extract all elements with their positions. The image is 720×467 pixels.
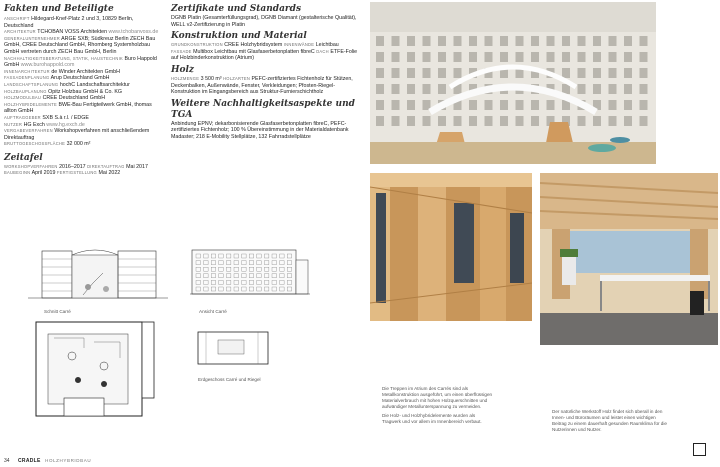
atrium-window xyxy=(376,36,384,46)
atrium-window xyxy=(438,84,446,94)
facts-list xyxy=(4,16,164,148)
atrium-window xyxy=(531,36,539,46)
atrium-window xyxy=(423,84,431,94)
elevation-drawing xyxy=(190,246,310,298)
atrium-window xyxy=(624,52,632,62)
caption-stairs: Die Treppen im Atrium des Carrés sind als Metallkonstruktion ausgeführt, um einen überflüssigen Materialverbrauch mit hohen Holzquerschnitten und aufwändiger Metallunterspannung zu vermeiden. Die Holz- und Holzhybridelemente wurden als Tragwerk und vor allem im Innenbereich verbaut. xyxy=(382,386,493,424)
atrium-window xyxy=(392,36,400,46)
atrium-window xyxy=(593,116,601,126)
atrium-window xyxy=(423,68,431,78)
konstr-list: GRUNDKONSTRUKTION CREE Holzhybridsystem INNENWÄNDE Leichtbau FASSADE Multibox Leichtbau mit Glasfaserbetonplatten fibreC DACH ETFE-Folie auf Holzbinderkonstruktion (Atrium) xyxy=(171,42,358,62)
heading-konstruktion: Konstruktion und Material xyxy=(171,31,307,42)
heading-weitere: Weitere Nachhaltigkeitsaspekte und TGA xyxy=(171,98,355,120)
atrium-window xyxy=(609,100,617,110)
holz-list: HOLZMENGE 3 500 m³ HOLZARTEN PEFC-zertifiziertes Fichtenholz für Stützen, Deckenbalken, Außenwände, Fenster, Verkleidungen; Pfosten-Riegel-Konstruktion im Eingangsbereich aus Struktur-Furnierschichtholz xyxy=(171,75,353,96)
atrium-window xyxy=(609,68,617,78)
atrium-window xyxy=(500,116,508,126)
fact-item: HOLZMODULBAU CREE Deutschland GmbH xyxy=(4,95,106,102)
atrium-window xyxy=(500,52,508,62)
atrium-window xyxy=(454,36,462,46)
atrium-window xyxy=(376,84,384,94)
atrium-window xyxy=(376,52,384,62)
atrium-window xyxy=(469,100,477,110)
atrium-window xyxy=(593,52,601,62)
timeline: WORKSHOPVERFAHREN 2016–2017 DIREKTAUFTRAG Mai 2017 BAUBEGINN April 2019 FERTIGSTELLUNG Mai 2022 xyxy=(4,163,148,177)
atrium-window xyxy=(609,116,617,126)
atrium-window xyxy=(376,116,384,126)
atrium-window xyxy=(624,68,632,78)
atrium-window xyxy=(454,52,462,62)
heading-holz: Holz xyxy=(171,64,195,75)
website-link[interactable]: www.burohappold.com xyxy=(20,62,75,69)
atrium-window xyxy=(485,116,493,126)
fact-item: ANSCHRIFT Hildegard-Knef-Platz 2 und 3, 10829 Berlin, Deutschland xyxy=(4,16,134,29)
atrium-window xyxy=(593,36,601,46)
atrium-window xyxy=(407,36,415,46)
atrium-window xyxy=(423,36,431,46)
atrium-window xyxy=(438,116,446,126)
floorplan-drawing xyxy=(34,318,194,418)
office-photo xyxy=(540,173,718,345)
fact-item: HOLZHYBRIDELEMENTE BWE-Bau Fertigteilwerk GmbH, thomas allton GmbH xyxy=(4,101,152,115)
fact-item: GENERALUNTERNEHMER ARGE SXB; Südkreuz Berlin ZECH Bau GmbH, CREE Deutschland GmbH, Rhomberg Systemholzbau GmbH vertreten durch ZECH Bau GmbH, Berlin xyxy=(4,35,156,55)
atrium-window xyxy=(407,84,415,94)
section-drawing xyxy=(28,243,168,301)
atrium-window xyxy=(547,100,555,110)
atrium-window xyxy=(516,116,524,126)
fact-item: VERGABEVERFAHREN Workshopverfahren mit anschließendem Direktauftrag xyxy=(4,128,150,141)
fact-item: ARCHITEKTUR TCHOBAN VOSS Architekten www.tchobanvoss.de xyxy=(4,29,159,36)
fact-item: INNENARCHITEKTUR de Winder Architekten GmbH xyxy=(4,68,120,75)
atrium-window xyxy=(407,116,415,126)
fact-item: FASSADENPLANUNG Arup Deutschland GmbH xyxy=(4,75,110,82)
atrium-window xyxy=(516,36,524,46)
atrium-window xyxy=(423,116,431,126)
atrium-window xyxy=(593,68,601,78)
atrium-window xyxy=(640,68,648,78)
atrium-window xyxy=(624,84,632,94)
atrium-window xyxy=(516,52,524,62)
atrium-window xyxy=(438,36,446,46)
caption-elevation: Ansicht Carré xyxy=(199,309,227,314)
atrium-window xyxy=(578,52,586,62)
atrium-window xyxy=(531,100,539,110)
atrium-window xyxy=(547,52,555,62)
atrium-window xyxy=(516,100,524,110)
atrium-window xyxy=(423,52,431,62)
brand-sub: HOLZHYBRIDBAU xyxy=(45,458,92,463)
atrium-window xyxy=(454,116,462,126)
page-number: 34 xyxy=(4,458,10,464)
heading-zeitafel: Zeitafel xyxy=(4,152,43,163)
atrium-window xyxy=(578,68,586,78)
atrium-window xyxy=(392,68,400,78)
facts-column xyxy=(4,4,164,177)
atrium-window xyxy=(392,116,400,126)
atrium-window xyxy=(624,116,632,126)
atrium-window xyxy=(392,84,400,94)
website-link[interactable]: www.tchobanvoss.de xyxy=(108,29,159,36)
fact-item: LANDSCHAFTSPLANUNG hochC Landschaftsarchitektur xyxy=(4,81,130,88)
caption-section: Schnitt Carré xyxy=(44,309,71,314)
atrium-window xyxy=(469,36,477,46)
atrium-window xyxy=(640,100,648,110)
atrium-window xyxy=(578,84,586,94)
atrium-window xyxy=(624,100,632,110)
atrium-window xyxy=(485,52,493,62)
atrium-window xyxy=(407,68,415,78)
atrium-window xyxy=(407,52,415,62)
fact-item: NUTZER HG Exch www.hg.exch.de xyxy=(4,121,85,128)
atrium-window xyxy=(376,68,384,78)
atrium-photo xyxy=(370,2,656,164)
caption-wood: Der natürliche Werkstoff Holz findet sich überall in den Innen- und Büroräumen und leistet einen wichtigen Beitrag zu einem dauerhaft gesunden Raumklima für die Nutzerinnen und Nutzer. xyxy=(552,409,667,432)
atrium-window xyxy=(593,84,601,94)
atrium-window xyxy=(624,36,632,46)
atrium-window xyxy=(469,116,477,126)
atrium-window xyxy=(609,36,617,46)
website-link[interactable]: www.hg.exch.de xyxy=(46,121,85,128)
atrium-window xyxy=(640,116,648,126)
atrium-window xyxy=(438,52,446,62)
atrium-window xyxy=(609,52,617,62)
fact-item: BRUTTOGESCHOSSFLÄCHE 32 000 m² xyxy=(4,141,91,148)
atrium-window xyxy=(531,116,539,126)
wood-interior-photo xyxy=(370,173,532,321)
atrium-window xyxy=(547,36,555,46)
atrium-window xyxy=(640,36,648,46)
fact-item: HOLZBAUPLANUNG Opitz Holzbau GmbH & Co. KG xyxy=(4,88,123,95)
specs-column xyxy=(171,4,359,141)
atrium-window xyxy=(578,116,586,126)
atrium-window xyxy=(392,100,400,110)
atrium-window xyxy=(485,100,493,110)
corner-mark-icon xyxy=(693,443,706,456)
atrium-window xyxy=(376,100,384,110)
atrium-window xyxy=(438,68,446,78)
atrium-window xyxy=(500,36,508,46)
footer xyxy=(4,449,91,467)
zert-text: DGNB Platin (Gesamterfüllungsgrad), DGNB Diamant (gestalterische Qualität), WELL v2-Zertifizierung in Platin xyxy=(171,15,357,28)
atrium-window xyxy=(485,36,493,46)
atrium-window xyxy=(469,52,477,62)
heading-zertifikate: Zertifikate und Standards xyxy=(171,4,302,14)
fact-item: NACHHALTIGKEITSBERATUNG, STATIK, HAUSTECHNIK Buro Happold GmbH www.burohappold.com xyxy=(4,55,157,69)
atrium-window xyxy=(500,100,508,110)
atrium-window xyxy=(392,52,400,62)
caption-plan: Erdgeschoss Carré und Riegel xyxy=(198,377,261,382)
atrium-window xyxy=(609,84,617,94)
weitere-text: Anbindung EPNV; dekarbonisierende Glasfaserbetonplatten fibreC, PEFC-zertifiziertes Fichtenholz; 100 % Übereinstimmung in der Materialdatenbank Madaster; 218 E-Mobility Stellplätze, 132 Fahrradstellplätze xyxy=(171,120,349,140)
atrium-window xyxy=(578,36,586,46)
floorplan-riegel xyxy=(196,328,270,368)
atrium-window xyxy=(562,36,570,46)
heading-fakten: Fakten und Beteiligte xyxy=(4,4,114,14)
atrium-window xyxy=(640,84,648,94)
atrium-window xyxy=(531,52,539,62)
atrium-window xyxy=(640,52,648,62)
atrium-window xyxy=(407,100,415,110)
atrium-window xyxy=(562,68,570,78)
brand-name: CRADLE xyxy=(18,458,41,464)
atrium-window xyxy=(562,52,570,62)
fact-item: AUFTRAGGEBER SXB S.à r.l. / EDGE xyxy=(4,114,89,121)
atrium-window xyxy=(454,68,462,78)
